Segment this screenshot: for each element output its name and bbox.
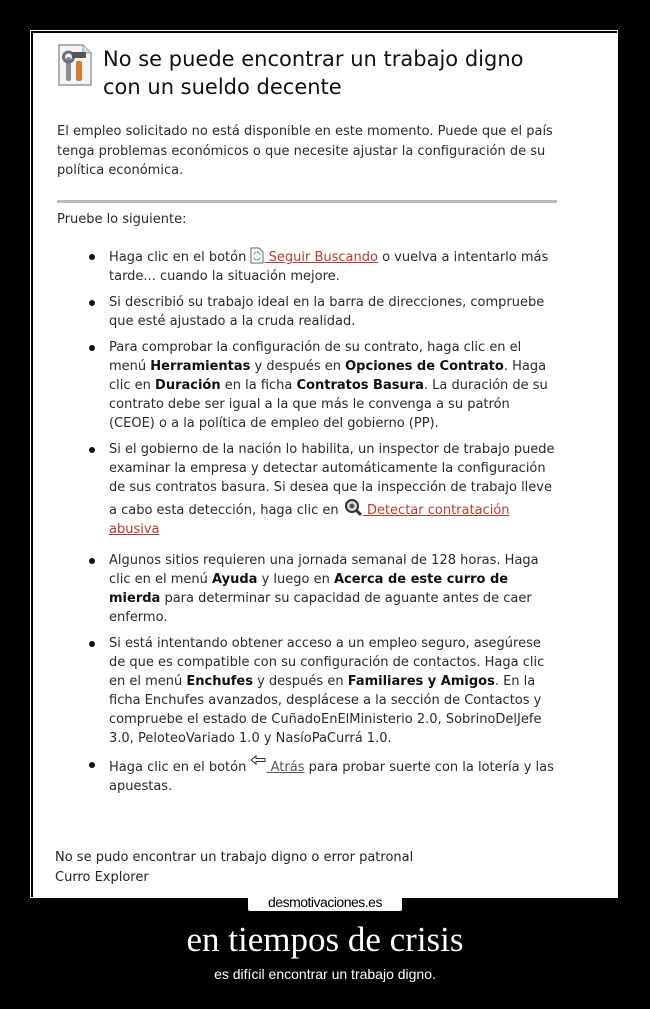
error-code-text: No se pudo encontrar un trabajo digno o error patronal <box>55 850 414 865</box>
page-title: No se puede encontrar un trabajo digno con un sueldo decente <box>103 47 524 99</box>
list-item: Haga clic en el botón Atrás para probar suerte con la lotería y las apuestas. <box>87 755 557 796</box>
error-page <box>33 33 617 897</box>
tools-document-icon <box>57 43 93 87</box>
poster-subtitle: es difícil encontrar un trabajo digno. <box>214 966 436 982</box>
list-item: Si el gobierno de la nación lo habilita, un inspector de trabajo puede examinar la empresa y detectar automáticamente la configuración de sus contratos basura. Si desea que la inspección de trabajo lleve a cabo esta detección, haga clic en Detectar contratación abusiva <box>87 440 557 539</box>
list-item: Haga clic en el botón Seguir Buscando o vuelva a intentarlo más tarde... cuando la situación mejore. <box>87 247 557 286</box>
browser-name: Curro Explorer <box>55 870 149 885</box>
back-link[interactable]: Atrás <box>266 760 305 775</box>
detect-abusive-hiring-link[interactable]: Detectar contratación abusiva <box>109 503 510 537</box>
site-watermark: desmotivaciones.es <box>248 893 402 911</box>
divider <box>57 200 557 203</box>
keep-searching-link[interactable]: Seguir Buscando <box>264 250 378 265</box>
list-item: Si describió su trabajo ideal en la barra de direcciones, compruebe que esté ajustado a la cruda realidad. <box>87 293 557 331</box>
error-description: El empleo solicitado no está disponible en este momento. Puede que el país tenga problemas económicos o que necesite ajustar la configuración de su política económica. <box>57 124 553 178</box>
error-footer <box>55 848 413 888</box>
back-arrow-icon[interactable] <box>250 755 266 767</box>
list-item: Para comprobar la configuración de su contrato, haga clic en el menú Herramientas y después en Opciones de Contrato. Haga clic en Duración en la ficha Contratos Basura. La duración de su contrato debe ser igual a la que más le convenga a su patrón (CEOE) o a la política de empleo del gobierno (PP). <box>87 338 557 433</box>
poster-title: en tiempos de crisis <box>186 920 464 959</box>
list-item: Algunos sitios requieren una jornada semanal de 128 horas. Haga clic en el menú Ayuda y luego en Acerca de este curro de mierda para determinar su capacidad de aguante antes de caer enfermo. <box>87 551 557 627</box>
magnifier-gear-icon[interactable] <box>343 497 363 517</box>
suggestions-list <box>87 247 557 803</box>
refresh-page-icon[interactable] <box>250 247 264 264</box>
suggestions-heading: Pruebe lo siguiente: <box>57 212 187 227</box>
list-item: Si está intentando obtener acceso a un empleo seguro, asegúrese de que es compatible con su configuración de contactos. Haga clic en el menú Enchufes y después en Familiares y Amigos. En la ficha Enchufes avanzados, desplácese a la sección de Contactos y compruebe el estado de CuñadoEnElMinisterio 2.0, SobrinoDelJefe 3.0, PeloteoVariado 1.0 y NasíoPaCurrá 1.0. <box>87 634 557 748</box>
error-header <box>57 41 563 101</box>
